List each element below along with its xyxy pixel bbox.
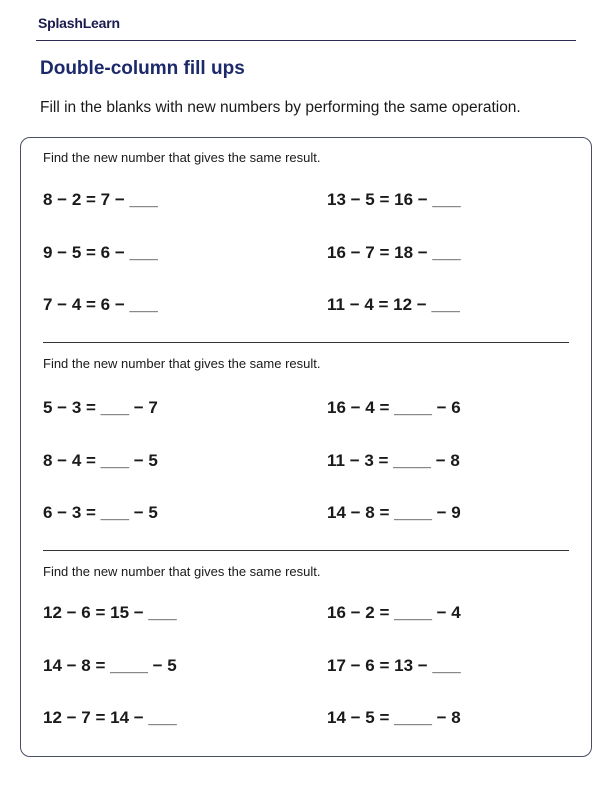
- section-prompt: Find the new number that gives the same result.: [43, 150, 321, 165]
- page-title: Double-column fill ups: [40, 58, 245, 79]
- equation: 8 − 4 = ___ − 5: [43, 451, 158, 470]
- equation: 16 − 4 = ____ − 6: [327, 398, 461, 417]
- equation: 7 − 4 = 6 − ___: [43, 295, 158, 314]
- equation: 14 − 5 = ____ − 8: [327, 708, 461, 727]
- equation: 16 − 2 = ____ − 4: [327, 603, 461, 622]
- equation: 8 − 2 = 7 − ___: [43, 190, 158, 209]
- brand-logo: SplashLearn: [38, 15, 120, 31]
- equation: 12 − 7 = 14 − ___: [43, 708, 177, 727]
- section-divider: [43, 550, 569, 551]
- equation: 17 − 6 = 13 − ___: [327, 656, 461, 675]
- equation: 5 − 3 = ___ − 7: [43, 398, 158, 417]
- equation: 13 − 5 = 16 − ___: [327, 190, 461, 209]
- instructions: Fill in the blanks with new numbers by performing the same operation.: [40, 99, 521, 116]
- equation: 16 − 7 = 18 − ___: [327, 243, 461, 262]
- section-prompt: Find the new number that gives the same result.: [43, 356, 321, 371]
- equation: 14 − 8 = ____ − 5: [43, 656, 177, 675]
- equation: 9 − 5 = 6 − ___: [43, 243, 158, 262]
- equation: 11 − 3 = ____ − 8: [327, 451, 460, 470]
- brand-divider: [36, 40, 576, 41]
- equation: 6 − 3 = ___ − 5: [43, 503, 158, 522]
- equation: 14 − 8 = ____ − 9: [327, 503, 461, 522]
- section-divider: [43, 342, 569, 343]
- section-prompt: Find the new number that gives the same result.: [43, 564, 321, 579]
- equation: 12 − 6 = 15 − ___: [43, 603, 177, 622]
- worksheet-card: [20, 137, 592, 757]
- equation: 11 − 4 = 12 − ___: [327, 295, 460, 314]
